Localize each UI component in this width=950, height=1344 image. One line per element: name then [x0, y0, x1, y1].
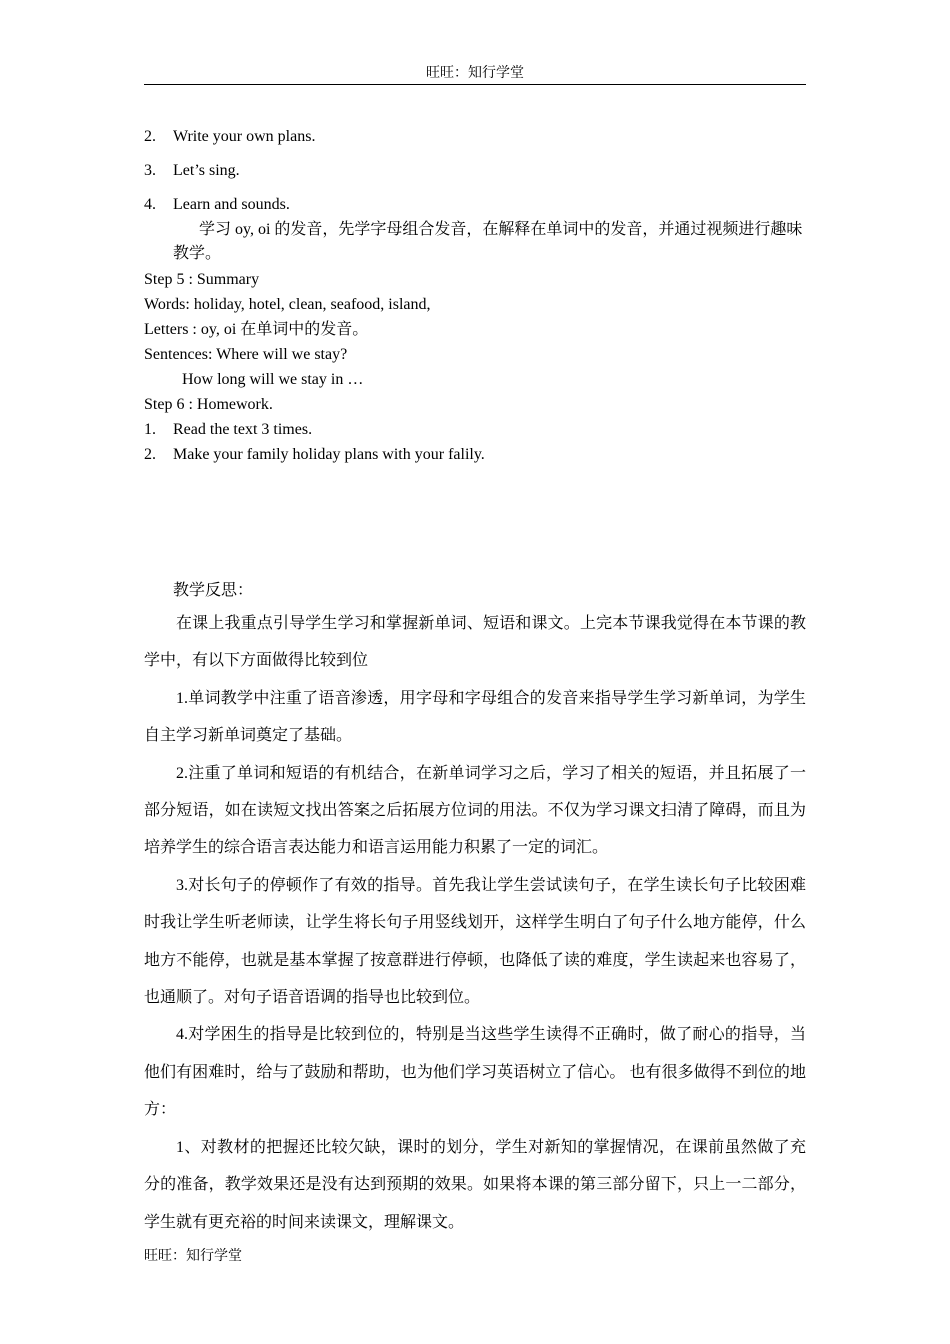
list-item [144, 127, 315, 147]
list-text: Make your family holiday plans with your falily. [173, 446, 485, 463]
reflection-paragraph: 4.对学困生的指导是比较到位的，特别是当这些学生读得不正确时，做了耐心的指导，当他们有困难时，给与了鼓励和帮助，也为他们学习英语树立了信心。 也有很多做得不到位的地方： [144, 1026, 806, 1119]
reflection-body [144, 605, 806, 1241]
reflection-paragraph: 3.对长句子的停顿作了有效的指导。首先我让学生尝试读句子，在学生读长句子比较困难时我让学生听老师读，让学生将长句子用竖线划开，这样学生明白了句子什么地方能停，什么地方不能停，也就是基本掌握了按意群进行停顿，也降低了读的难度，学生读起来也容易了，也通顺了。对句子语音语调的指导也比较到位。 [144, 876, 806, 1007]
list-text: Read the text 3 times. [173, 421, 313, 438]
page-header: 旺旺：知行学堂 [144, 66, 806, 85]
step5-title: Step 5 : Summary [144, 271, 260, 288]
list-number: 2. [144, 128, 156, 145]
reflection-paragraph: 1.单词教学中注重了语音渗透，用字母和字母组合的发音来指导学生学习新单词，为学生自主学习新单词奠定了基础。 [144, 689, 806, 745]
page-footer: 旺旺：知行学堂 [144, 1249, 242, 1264]
reflection-paragraph: 2.注重了单词和短语的有机结合，在新单词学习之后，学习了相关的短语，并且拓展了一部分短语，如在读短文找出答案之后拓展方位词的用法。不仅为学习课文扫清了障碍，而且为培养学生的综合语言表达能力和语言运用能力积累了一定的词汇。 [144, 764, 806, 857]
list-item [144, 161, 240, 181]
learn-note: 学习 oy, oi 的发音，先学字母组合发音，在解释在单词中的发音，并通过视频进行趣味教学。 [173, 221, 803, 262]
summary-words: Words: holiday, hotel, clean, seafood, island, [144, 296, 431, 313]
list-number: 4. [144, 196, 156, 213]
reflection-title: 教学反思： [173, 582, 254, 599]
summary-sentences: Sentences: Where will we stay? [144, 346, 348, 363]
list-item [144, 420, 312, 440]
reflection-paragraph: 1、对教材的把握还比较欠缺，课时的划分，学生对新知的掌握情况，在课前虽然做了充分的准备，教学效果还是没有达到预期的效果。如果将本课的第三部分留下，只上一二部分，学生就有更充裕的时间来读课文，理解课文。 [144, 1138, 806, 1231]
summary-letters: Letters : oy, oi 在单词中的发音。 [144, 321, 369, 338]
list-text: Learn and sounds. [173, 196, 290, 213]
list-item [144, 195, 290, 215]
list-text: Write your own plans. [173, 128, 316, 145]
list-text: Let’s sing. [173, 162, 240, 179]
summary-sentence-2: How long will we stay in … [182, 371, 364, 388]
list-item [144, 445, 485, 465]
list-number: 2. [144, 446, 156, 463]
step6-title: Step 6 : Homework. [144, 396, 273, 413]
list-number: 1. [144, 421, 156, 438]
list-number: 3. [144, 162, 156, 179]
reflection-paragraph: 在课上我重点引导学生学习和掌握新单词、短语和课文。上完本节课我觉得在本节课的教学中，有以下方面做得比较到位 [144, 615, 806, 670]
